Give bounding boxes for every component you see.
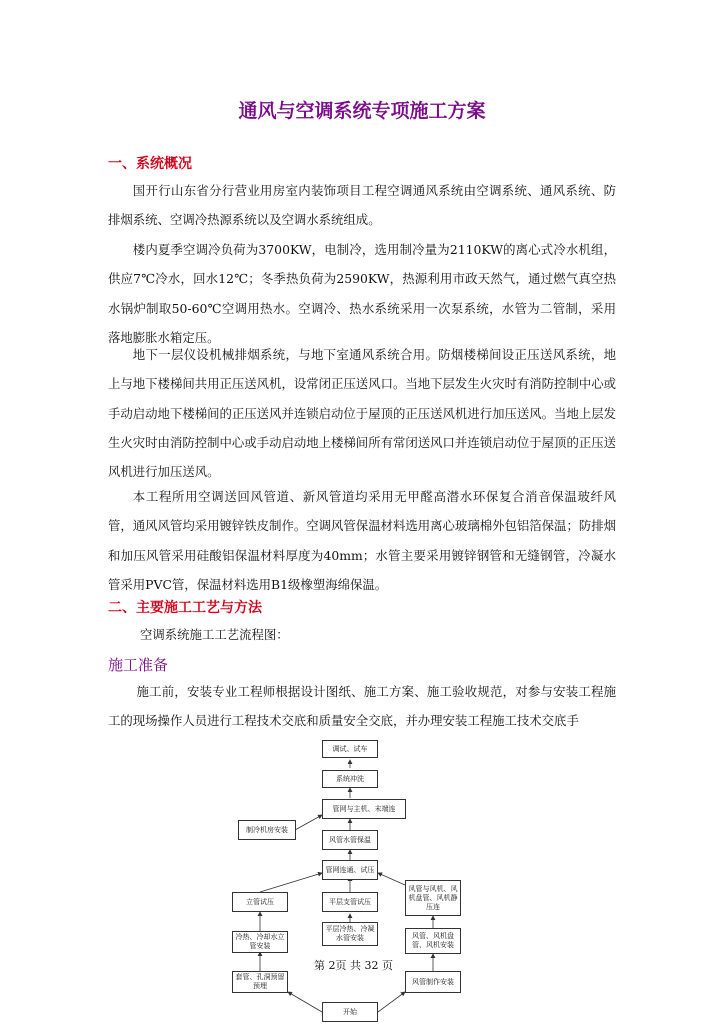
paragraph-preparation: 施工前，安装专业工程师根据设计图纸、施工方案、施工验收规范，对参与安装工程施工的现场操作人员进行工程技术交底和质量安全交底，并办理安装工程施工技术交底手 bbox=[108, 684, 616, 729]
section-heading-overview: 一、系统概况 bbox=[108, 156, 192, 172]
flow-node-pressure-test: 管网连通、试压 bbox=[322, 860, 378, 880]
flow-node-duct-fan-install: 风管、风机盘管、风机安装 bbox=[405, 928, 461, 954]
page-footer bbox=[312, 957, 395, 973]
section-heading-methods: 二、主要施工工艺与方法 bbox=[108, 600, 262, 616]
paragraph-overview-4: 本工程所用空调送回风管道、新风管道均采用无甲醛高潜水环保复合消音保温玻纤风管，通风风管均采用镀锌铁皮制作。空调风管保温材料选用离心玻璃棉外包铝箔保温；防排烟和加压风管采用硅酸铝保温材料厚度为40mm；水管主要采用镀锌钢管和无缝钢管，冷凝水管采用PVC管，保温材料选用B1级橡塑海绵保温。 bbox=[108, 489, 617, 592]
flow-node-insulation: 风管水管保温 bbox=[322, 830, 378, 850]
flow-node-chiller-room: 制冷机房安装 bbox=[238, 820, 296, 840]
document-title: 通风与空调系统专项施工方案 bbox=[238, 100, 486, 122]
paragraph-overview-1: 国开行山东省分行营业用房室内装饰项目工程空调通风系统由空调系统、通风系统、防排烟系统、空调冷热源系统以及空调水系统组成。 bbox=[108, 183, 616, 228]
flow-node-sleeve-embed: 套管、孔洞预留预埋 bbox=[232, 971, 288, 993]
paragraph-overview-3: 地下一层仪设机械排烟系统，与地下室通风系统合用。防烟楼梯间设正压送风系统，地上与地下楼梯间共用正压送风机，设常闭正压送风口。当地下层发生火灾时有消防控制中心或手动启动地下楼梯间的正压送风并连锁启动位于屋顶的正压送风机进行加压送风。当地上层发生火灾时由消防控制中心或手动启动地上楼梯间所有常闭送风口并连锁启动位于屋顶的正压送风机进行加压送风。 bbox=[108, 347, 617, 480]
flow-node-start: 开始 bbox=[322, 1002, 378, 1022]
flow-node-duct-fabrication: 风管制作安装 bbox=[405, 971, 461, 993]
flow-node-riser-install: 冷热、冷却水立管安装 bbox=[232, 931, 288, 953]
flow-node-flushing: 系统冲洗 bbox=[322, 770, 378, 788]
flow-node-commissioning: 调试、试车 bbox=[322, 740, 378, 758]
sub-heading-preparation: 施工准备 bbox=[108, 656, 169, 674]
footer-total-pages: 32 bbox=[364, 959, 379, 972]
footer-page-number: 2 bbox=[328, 959, 336, 972]
flowchart-intro: 空调系统施工工艺流程图： bbox=[140, 627, 289, 642]
flow-node-manifold-connection: 管网与主机、末端连 bbox=[322, 799, 406, 819]
flow-node-fan-connection: 风管与风机、风机盘管、风机静压连 bbox=[405, 880, 461, 916]
footer-middle: 页 共 bbox=[335, 959, 361, 972]
flow-node-floor-branch-test: 平层支管试压 bbox=[322, 892, 378, 912]
footer-suffix: 页 bbox=[382, 959, 393, 972]
paragraph-overview-2: 楼内夏季空调冷负荷为3700KW，电制冷，选用制冷量为2110KW的离心式冷水机组，供应7℃冷水，回水12℃；冬季热负荷为2590KW，热源利用市政天然气，通过燃气真空热水锅炉制取50-60℃空调用热水。空调冷、热水系统采用一次泵系统，水管为二管制，采用落地膨胀水箱定压。 bbox=[108, 242, 616, 345]
flow-node-floor-pipe-install: 平层冷热、冷凝水管安装 bbox=[322, 922, 378, 946]
flow-node-riser-test: 立管试压 bbox=[232, 892, 288, 912]
footer-prefix: 第 bbox=[314, 959, 325, 972]
